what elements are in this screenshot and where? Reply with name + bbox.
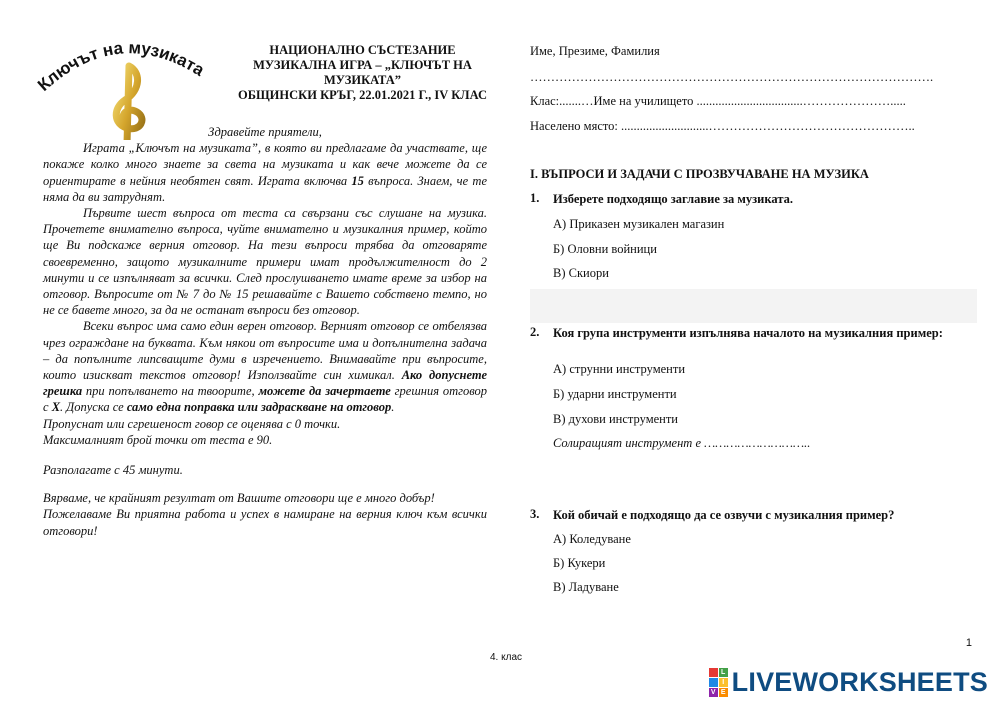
question-number: 1.	[530, 191, 540, 205]
name-field-input[interactable]: …………………………………………………………………………………….	[530, 70, 934, 84]
brand-block: L	[719, 668, 728, 677]
intro-paragraph-8: Пожелаваме Ви приятна работа и успех в намиране на верния ключ към всички отговори!	[43, 507, 487, 538]
class-school-field[interactable]: Клас:.......…Име на училището ..................................………………….....	[530, 94, 906, 108]
logo-text: Ключът на музиката	[36, 38, 208, 95]
intro-paragraph-7: Вярваме, че крайният резултат от Вашите отговори ще е много добър!	[43, 491, 435, 506]
contest-header	[215, 43, 510, 103]
header-line-2: МУЗИКАЛНА ИГРА – „КЛЮЧЪТ НА	[253, 58, 472, 72]
intro-paragraph-1: Играта „Ключът на музиката”, в която ви предлагаме да участвате, ще покаже колко много знаете за света на музиката и как вече можете да се ориентирате в нейния необятен свят. Играта включва 15 въпроса. Знаем, че те няма да ви затруднят.	[43, 141, 487, 204]
header-line-3: МУЗИКАТА”	[323, 73, 402, 87]
q1-option-a[interactable]: А) Приказен музикален магазин	[553, 217, 725, 231]
header-line-4: ОБЩИНСКИ КРЪГ, 22.01.2021 Г., IV КЛАС	[237, 88, 488, 102]
q2-option-b[interactable]: Б) ударни инструменти	[553, 387, 677, 401]
question-text: Кой обичай е подходящо да се озвучи с музикалния пример?	[553, 508, 895, 522]
svg-text:Ключът на музиката	[36, 38, 208, 95]
brand-block: E	[719, 688, 728, 697]
section-title: I. ВЪПРОСИ И ЗАДАЧИ С ПРОЗВУЧАВАНЕ НА МУЗИКА	[530, 167, 869, 181]
header-line-1: НАЦИОНАЛНО СЪСТЕЗАНИЕ	[269, 43, 456, 57]
intro-paragraph-4: Пропуснат или сгрешеност говор се оценява с 0 точки.	[43, 416, 341, 431]
liveworksheets-logo[interactable]	[709, 668, 988, 696]
time-limit: Разполагате с 45 минути.	[43, 463, 183, 478]
intro-paragraph-3: Всеки въпрос има само един верен отговор. Верният отговор се отбелязва чрез ограждане на буквата. Към някои от въпросите има и допълнителна задача – да попълните липсващите думи в изречението. Внимавайте при въпросите, които изискват текстов отговор! Използвайте син химикал. Ако допуснете грешка при попълването на твоорите, можете да зачертаете грешния отговор с X. Допуска се само една поправка или задраскване на отговор.	[43, 319, 487, 415]
q2-option-a[interactable]: А) струнни инструменти	[553, 362, 686, 376]
brand-block: V	[709, 688, 718, 697]
q1-option-b[interactable]: Б) Оловни войници	[553, 242, 657, 256]
page-number: 1	[965, 637, 972, 649]
brand-block	[709, 678, 718, 687]
name-field-label: Име, Презиме, Фамилия	[530, 44, 660, 58]
footer-class: 4. клас	[490, 652, 523, 663]
liveworksheets-blocks-icon	[709, 668, 728, 697]
q1-option-c[interactable]: В) Скиори	[553, 266, 609, 280]
place-field[interactable]: Населено място: ............................…………………………………………..	[530, 119, 915, 133]
intro-paragraph-5: Максималният брой точки от теста е 90.	[43, 432, 273, 447]
brand-block: I	[719, 678, 728, 687]
q3-option-a[interactable]: А) Коледуване	[553, 532, 631, 546]
q3-option-c[interactable]: В) Ладуване	[553, 580, 619, 594]
liveworksheets-wordmark: LIVEWORKSHEETS	[731, 666, 988, 697]
question-3	[530, 507, 977, 524]
answer-band	[530, 289, 977, 323]
question-number: 3.	[530, 507, 540, 521]
question-text: Коя група инструменти изпълнява началото на музикалния пример:	[553, 326, 943, 340]
greeting: Здравейте приятели,	[208, 125, 322, 139]
q2-solo-instrument-field[interactable]: Солиращият инструмент е ………………………..	[553, 436, 811, 450]
intro-paragraph-2: Първите шест въпроса от теста са свързани със слушане на музика. Прочетете внимателно въпроса, чуйте внимателно и музикалния пример, който ще Ви подскаже верния отговор. На тези въпроси трябва да отговаряте своевременно, защото музикалните примери имат продължителност до 2 минути и се изпълняват за всички. След прослушването имате време за избор на отговор. Въпросите от № 7 до № 15 решавайте с Вашето собствено темпо, но не се бавете много, за да не останат въпроси без отговор.	[43, 206, 487, 318]
q2-option-c[interactable]: В) духови инструменти	[553, 412, 678, 426]
q3-option-b[interactable]: Б) Кукери	[553, 556, 606, 570]
intro-instructions	[43, 124, 487, 539]
question-1	[530, 191, 977, 208]
question-2	[530, 325, 977, 342]
brand-block	[709, 668, 718, 677]
question-number: 2.	[530, 325, 540, 339]
question-text: Изберете подходящо заглавие за музиката.	[553, 192, 793, 206]
